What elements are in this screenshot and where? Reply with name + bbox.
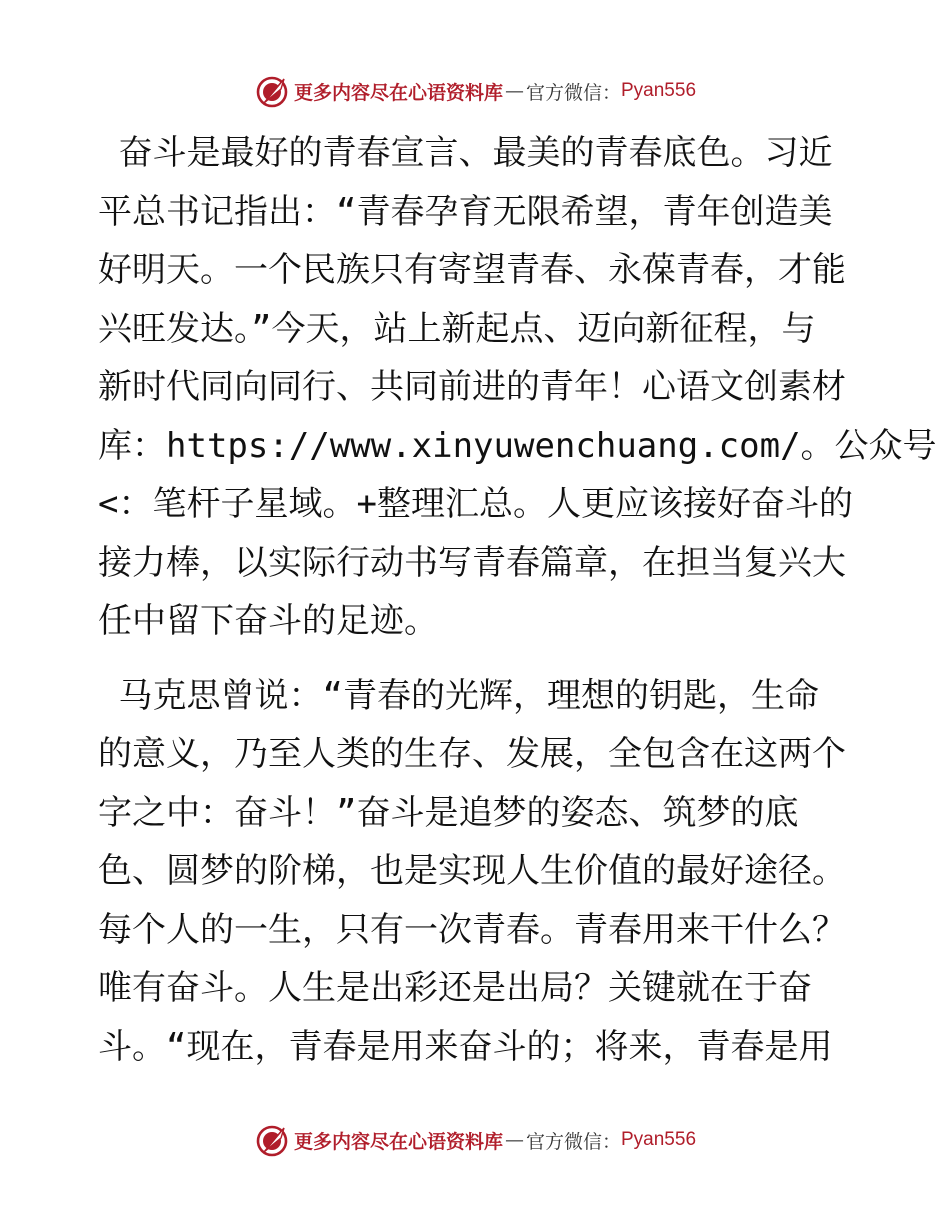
quill-logo-icon bbox=[254, 1122, 290, 1158]
footer-banner-text: 更多内容尽在心语资料库 bbox=[293, 1130, 503, 1153]
text-line: 每个人的一生，只有一次青春。青春用来干什么？ bbox=[98, 909, 846, 950]
text-line: 色、圆梦的阶梯，也是实现人生价值的最好途径。 bbox=[98, 851, 846, 891]
document-body bbox=[98, 124, 937, 1076]
text-line: 字之中：奋斗！”奋斗是追梦的姿态、筑梦的底 bbox=[98, 792, 799, 833]
text-line: <：笔杆子星域。+整理汇总。人更应该接好奋斗的 bbox=[98, 484, 853, 524]
text-line: 好明天。一个民族只有寄望青春、永葆青春，才能 bbox=[98, 250, 846, 290]
paragraph-1 bbox=[98, 124, 937, 651]
text-line: 库：https://www.xinyuwenchuang.com/。公众号 bbox=[98, 425, 937, 466]
text-line: 平总书记指出：“青春孕育无限希望，青年创造美 bbox=[98, 191, 833, 232]
footer-contact-label: 官方微信： bbox=[525, 1130, 621, 1153]
footer-separator: — bbox=[504, 1129, 524, 1151]
text-line: 马克思曾说：“青春的光辉，理想的钥匙，生命 bbox=[98, 675, 819, 716]
header-contact-label: 官方微信： bbox=[525, 81, 621, 104]
header-separator: — bbox=[504, 80, 524, 102]
text-line: 奋斗是最好的青春宣言、最美的青春底色。习近 bbox=[98, 133, 833, 173]
header-banner bbox=[0, 68, 950, 114]
text-line: 的意义，乃至人类的生存、发展，全包含在这两个 bbox=[98, 734, 846, 774]
text-line: 任中留下奋斗的足迹。 bbox=[98, 601, 438, 641]
footer-banner bbox=[0, 1117, 950, 1163]
header-contact-id: Pyan556 bbox=[621, 80, 697, 101]
paragraph-2 bbox=[98, 667, 858, 1077]
text-line: 接力棒，以实际行动书写青春篇章，在担当复兴大 bbox=[98, 542, 846, 583]
text-line: 斗。“现在，青春是用来奋斗的；将来，青春是用 bbox=[98, 1026, 833, 1067]
text-line: 唯有奋斗。人生是出彩还是出局？关键就在于奋 bbox=[98, 968, 812, 1008]
header-banner-text: 更多内容尽在心语资料库 bbox=[293, 81, 503, 104]
quill-logo-icon bbox=[254, 73, 290, 109]
text-line: 兴旺发达。”今天，站上新起点、迈向新征程，与 bbox=[98, 308, 816, 349]
footer-contact-id: Pyan556 bbox=[621, 1129, 697, 1150]
text-line: 新时代同向同行、共同前进的青年！心语文创素材 bbox=[98, 367, 846, 407]
